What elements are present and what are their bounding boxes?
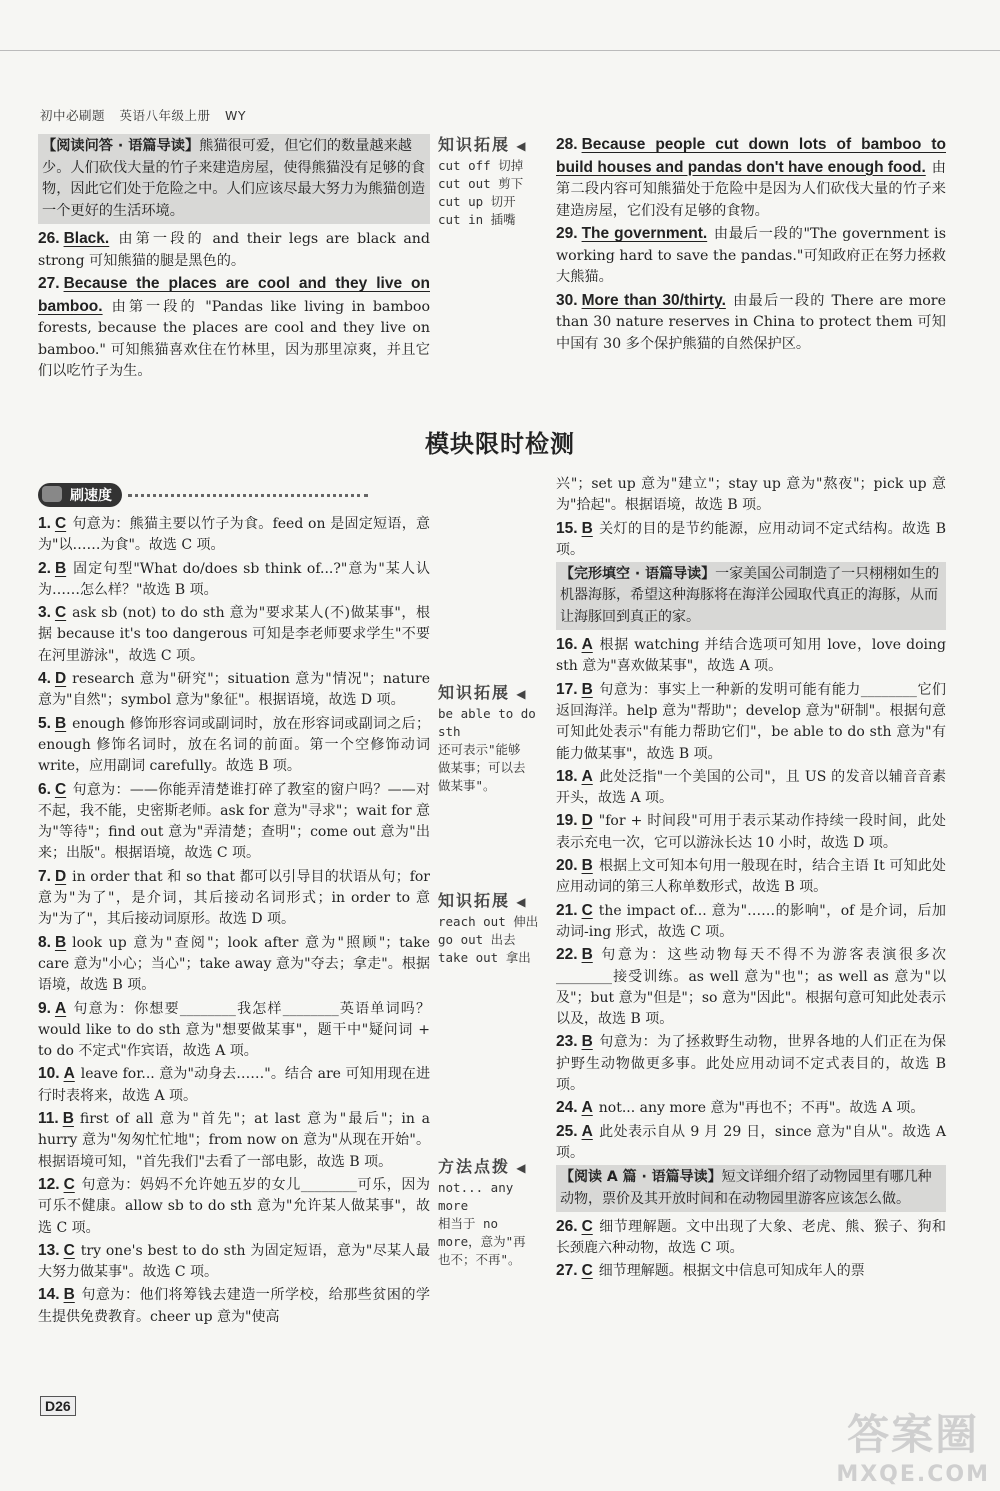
item-number: 2. xyxy=(38,559,51,577)
side-note-top xyxy=(438,136,548,229)
side-note-title: 知识拓展 ◀ xyxy=(438,684,548,703)
item-explanation: 关灯的目的是节约能源，应用动词不定式结构。故选 B 项。 xyxy=(556,520,946,558)
top-right-block xyxy=(556,134,946,356)
item-explanation: the impact of... 意为"……的影响"，of 是介词，后加动词-ing 形式，故选 C 项。 xyxy=(556,902,946,940)
guide-tag: 【阅读问答 · 语篇导读】 xyxy=(42,138,200,154)
item-number: 4. xyxy=(38,670,51,688)
guide-tag: 【阅读 A 篇 · 语篇导读】 xyxy=(560,1169,722,1186)
answer-item xyxy=(38,932,430,997)
side-note-line: be able to do sth xyxy=(438,706,536,739)
item-answer: C xyxy=(63,1241,75,1259)
item-answer: More than 30/thirty. xyxy=(581,291,726,309)
item-explanation: 由最后一段的 There are more than 30 nature reserves in China to protect them 可知中国有 30 多个保护熊猫的自然保护区。 xyxy=(556,292,946,352)
answer-item xyxy=(556,679,946,765)
item-answer: B xyxy=(581,857,593,875)
side-note-title: 知识拓展 ◀ xyxy=(438,136,548,155)
item-answer: B xyxy=(54,559,67,577)
item-answer: D xyxy=(54,670,67,688)
answer-item xyxy=(38,228,430,272)
item-answer: B xyxy=(54,933,67,951)
item-number: 30. xyxy=(556,291,578,309)
item-explanation: 句意为：为了拯救野生动物，世界各地的人们正在为保护野生动物做更多事。此处应用动词不定式表目的，故选 B 项。 xyxy=(556,1034,946,1094)
item-answer: B xyxy=(54,714,67,732)
item-answer: D xyxy=(54,867,67,885)
item-explanation: 句意为：——你能弄清楚谁打碎了教室的窗户吗？——对不起，我不能，史密斯老师。ask for 意为"寻求"；wait for 意为"等待"；find out 意为"弄清楚；查明"；come out 意为"出来；出版"。根据语境，故选 C 项。 xyxy=(38,781,430,862)
item-explanation: 由最后一段的"The government is working hard to save the pandas."可知政府正在努力拯救大熊猫。 xyxy=(556,226,946,285)
guide-text: 一家美国公司制造了一只栩栩如生的机器海豚，希望这种海豚将在海洋公园取代真正的海豚，从而让海豚回到真正的家。 xyxy=(560,566,940,625)
side-note-3 xyxy=(438,1158,548,1269)
item-answer: B xyxy=(62,1110,74,1128)
item-number: 10. xyxy=(38,1065,60,1083)
watermark-url: MXQE.COM xyxy=(836,1462,990,1487)
header-subject: 英语八年级上册 xyxy=(119,108,211,123)
item-answer: B xyxy=(581,946,593,964)
answer-item xyxy=(38,668,430,712)
answer-item xyxy=(556,1260,946,1282)
item-explanation: first of all 意为"首先"；at last 意为"最后"；in a hurry 意为"匆匆忙忙地"；from now on 意为"从现在开始"。根据语境可知，"首先我们"去看了一部电影，故选 B 项。 xyxy=(38,1111,430,1170)
answer-item xyxy=(556,1097,946,1119)
item-explanation: research 意为"研究"；situation 意为"情况"；nature 意为"自然"；symbol 意为"象征"。根据语境，故选 D 项。 xyxy=(38,671,430,709)
answer-item xyxy=(556,810,946,854)
guide-tag: 【完形填空 · 语篇导读】 xyxy=(560,566,716,583)
item-answer: Because the places are cool and they live on bamboo. xyxy=(38,275,430,315)
side-note-line: cut in 插嘴 xyxy=(438,212,516,227)
item-number: 5. xyxy=(38,714,51,732)
answer-item xyxy=(556,1216,946,1260)
item-answer: A xyxy=(581,767,593,785)
item-explanation: not... any more 意为"再也不；不再"。故选 A 项。 xyxy=(598,1100,925,1117)
header-series: 初中必刷题 xyxy=(40,108,106,123)
item-number: 25. xyxy=(556,1122,578,1140)
answer-item xyxy=(556,518,946,562)
answer-item xyxy=(38,1108,430,1173)
watermark-logo: 答案圈 xyxy=(847,1410,980,1459)
guide-text: 熊猫很可爱，但它们的数量越来越少。人们砍伐大量的竹子来建造房屋，使得熊猫没有足够的食物，因此它们处于危险之中。人们应该尽最大努力为熊猫创造一个更好的生活环境。 xyxy=(42,138,426,219)
side-note-line: 还可表示"能够 xyxy=(438,742,521,757)
item-explanation: 兴"；set up 意为"建立"；stay up 意为"熬夜"；pick up 意为"拾起"。根据语境，故选 B 项。 xyxy=(556,476,946,514)
side-note-line: more，意为"再 xyxy=(438,1234,526,1249)
answer-item xyxy=(556,634,946,678)
reading-guide xyxy=(38,134,430,224)
item-number: 22. xyxy=(556,946,578,964)
item-number: 1. xyxy=(38,515,51,532)
side-note-line: cut off 切掉 xyxy=(438,158,524,173)
item-explanation: 句意为：事实上一种新的发明可能有能力________它们返回海洋。help 意为"帮助"；develop 意为"研制"。根据句意可知此处表示"有能力帮助它们"，be able to do sth 意为"有能力做某事"，故选 B 项。 xyxy=(556,681,946,762)
item-explanation: 此处泛指"一个美国的公司"，且 US 的发音以辅音音素开头，故选 A 项。 xyxy=(556,768,946,807)
answer-item xyxy=(38,779,430,865)
answer-item xyxy=(556,223,946,289)
side-note-line: take out 拿出 xyxy=(438,950,531,965)
item-explanation: 此处表示自从 9 月 29 日，since 意为"自从"。故选 A 项。 xyxy=(556,1123,946,1161)
item-explanation: 细节理解题。文中出现了大象、老虎、熊、猴子、狗和长颈鹿六种动物，故选 C 项。 xyxy=(556,1218,946,1257)
item-explanation: 由第二段内容可知熊猫处于危险中是因为人们砍伐大量的竹子来建造房屋，它们没有足够的食物。 xyxy=(556,159,946,219)
item-number: 15. xyxy=(556,519,578,537)
item-answer: Because people cut down lots of bamboo to build houses and pandas don't have enough food. xyxy=(556,136,946,176)
answers-right-column xyxy=(556,474,946,1284)
item-explanation: 由第一段的 "Pandas like living in bamboo forests, because the places are cool and they live on bamboo." 可知熊猫喜欢住在竹林里，因为那里凉爽，并且它们以吃竹子为生。 xyxy=(38,298,430,379)
top-rule xyxy=(0,50,1000,51)
item-number: 3. xyxy=(38,604,51,622)
item-number: 7. xyxy=(38,867,51,885)
item-number: 6. xyxy=(38,780,51,798)
answer-item xyxy=(38,998,430,1063)
running-header xyxy=(40,106,256,124)
item-number: 24. xyxy=(556,1099,578,1117)
item-answer: C xyxy=(54,515,67,532)
side-note-line: not... any more xyxy=(438,1180,514,1213)
item-explanation: 根据 watching 并结合选项可知用 love，love doing sth 意为"喜欢做某事"，故选 A 项。 xyxy=(556,637,946,675)
side-note-1 xyxy=(438,684,548,795)
answer-item xyxy=(38,1174,430,1239)
side-note-line: cut up 切开 xyxy=(438,194,516,209)
item-number: 9. xyxy=(38,999,51,1017)
item-number: 28. xyxy=(556,136,578,153)
item-answer: B xyxy=(581,680,593,698)
answer-item xyxy=(556,766,946,810)
item-number: 11. xyxy=(38,1110,59,1128)
side-note-title: 知识拓展 ◀ xyxy=(438,892,548,911)
side-note-line: 做某事"。 xyxy=(438,778,496,793)
item-answer: A xyxy=(63,1065,75,1083)
answer-item xyxy=(38,558,430,602)
item-explanation: leave for... 意为"动身去……"。结合 are 可知用现在进行时表将来，故选 A 项。 xyxy=(38,1066,430,1104)
item-number: 18. xyxy=(556,767,578,785)
speed-badge: 刷速度 xyxy=(38,483,122,507)
header-edition: WY xyxy=(225,108,246,123)
answer-item xyxy=(38,1240,430,1284)
top-left-block xyxy=(38,134,430,384)
section-title: 模块限时检测 xyxy=(425,430,575,458)
item-explanation: 细节理解题。根据文中信息可知成年人的票 xyxy=(598,1263,865,1280)
item-explanation: try one's best to do sth 为固定短语，意为"尽某人最大努力做某事"。故选 C 项。 xyxy=(38,1242,430,1281)
reading-guide xyxy=(556,1165,946,1212)
item-answer: B xyxy=(581,519,593,537)
item-explanation: 句意为：妈妈不允许她五岁的女儿________可乐，因为可乐不健康。allow sb to do sth 意为"允许某人做某事"，故选 C 项。 xyxy=(38,1176,430,1236)
answer-item xyxy=(556,290,946,356)
side-note-line: reach out 伸出 xyxy=(438,914,539,929)
item-number: 21. xyxy=(556,901,578,919)
side-note-line: go out 出去 xyxy=(438,932,516,947)
reading-guide xyxy=(556,562,946,630)
answer-item xyxy=(38,866,430,931)
item-number: 20. xyxy=(556,857,578,875)
item-explanation: 固定句型"What do/does sb think of...?"意为"某人认为……怎么样？"故选 B 项。 xyxy=(38,560,430,598)
item-answer: C xyxy=(54,780,67,798)
item-number: 29. xyxy=(556,225,578,242)
item-answer: C xyxy=(581,1262,593,1280)
item-answer: C xyxy=(581,901,593,919)
guide-text: 短文详细介绍了动物园里有哪几种动物，票价及其开放时间和在动物园里游客应该怎么做。 xyxy=(560,1169,932,1207)
answer-item xyxy=(556,900,946,944)
side-note-line: 也不；不再"。 xyxy=(438,1252,521,1267)
item-answer: Black. xyxy=(63,230,110,247)
item-number: 26. xyxy=(38,230,60,247)
answer-item xyxy=(556,944,946,1030)
item-explanation: 根据上文可知本句用一般现在时，结合主语 It 可知此处应用动词的第三人称单数形式，故选 B 项。 xyxy=(556,858,946,896)
side-note-2 xyxy=(438,892,548,967)
item-explanation: 由第一段的 and their legs are black and strong 可知熊猫的腿是黑色的。 xyxy=(38,231,430,269)
item-explanation: 句意为：这些动物每天不得不为游客表演很多次________接受训练。as well 意为"也"；as well as 意为"以及"；but 意为"但是"；so 意为"因此"。根据句意可知此处表示以及，故选 B 项。 xyxy=(556,947,946,1028)
answers-left-column xyxy=(38,513,430,1329)
item-answer: B xyxy=(63,1286,75,1304)
watermark xyxy=(836,1402,990,1487)
side-note-line: cut out 剪下 xyxy=(438,176,524,191)
item-answer: A xyxy=(581,1122,593,1140)
answer-item xyxy=(38,713,430,778)
side-note-line: 相当于 no xyxy=(438,1216,499,1231)
answer-item xyxy=(38,513,430,557)
item-explanation: "for + 时间段"可用于表示某动作持续一段时间，此处表示充电一次，它可以游泳长达 10 小时，故选 D 项。 xyxy=(556,813,946,851)
answer-item xyxy=(38,1284,430,1328)
answer-item xyxy=(38,1063,430,1107)
item-number: 12. xyxy=(38,1175,60,1193)
item-answer: A xyxy=(581,636,593,654)
page-number: D26 xyxy=(40,1396,76,1416)
item-answer: D xyxy=(581,812,593,830)
item-explanation: enough 修饰形容词或副词时，放在形容词或副词之后；enough 修饰名词时，放在名词的前面。第一个空修饰动词 write，应用副词 carefully。故选 B 项。 xyxy=(38,715,430,775)
item-answer: A xyxy=(54,999,67,1017)
item-answer: C xyxy=(581,1217,593,1235)
item-number: 8. xyxy=(38,933,51,951)
speed-banner xyxy=(38,483,428,511)
answer-item xyxy=(556,1121,946,1165)
item-number: 27. xyxy=(556,1262,578,1280)
item-number: 16. xyxy=(556,636,578,654)
item-number: 14. xyxy=(38,1286,60,1304)
answer-item xyxy=(556,474,946,517)
item-answer: B xyxy=(581,1033,593,1051)
side-note-line: 做某事；可以去 xyxy=(438,760,526,775)
answer-item xyxy=(556,855,946,899)
side-note-title: 方法点拨 ◀ xyxy=(438,1158,548,1177)
answer-item xyxy=(556,134,946,222)
item-explanation: 句意为：他们将筹钱去建造一所学校，给那些贫困的学生提供免费教育。cheer up 意为"使高 xyxy=(38,1287,430,1325)
item-answer: C xyxy=(54,604,67,622)
item-number: 19. xyxy=(556,812,578,830)
item-answer: The government. xyxy=(581,225,708,242)
item-number: 26. xyxy=(556,1217,578,1235)
item-answer: A xyxy=(581,1099,593,1117)
dotted-rule xyxy=(128,494,368,497)
item-explanation: 句意为：熊猫主要以竹子为食。feed on 是固定短语，意为"以……为食"。故选 C 项。 xyxy=(38,516,430,554)
item-number: 27. xyxy=(38,275,60,292)
answer-item xyxy=(38,602,430,667)
item-explanation: look up 意为"查阅"；look after 意为"照顾"；take care 意为"小心；当心"；take away 意为"夺去；拿走"。根据语境，故选 B 项。 xyxy=(38,934,430,994)
item-number: 23. xyxy=(556,1033,578,1051)
item-answer: C xyxy=(63,1175,75,1193)
answer-item xyxy=(38,273,430,383)
item-explanation: in order that 和 so that 都可以引导目的状语从句；for 意为"为了"，是介词，其后接动名词形式；in order to 意为"为了"，其后接动词原形。故选 D 项。 xyxy=(38,868,430,928)
item-number: 13. xyxy=(38,1241,60,1259)
item-explanation: ask sb (not) to do sth 意为"要求某人(不)做某事"，根据 because it's too dangerous 可知是李老师要求学生"不要在河里游泳"，故选 C 项。 xyxy=(38,605,430,664)
item-number: 17. xyxy=(556,680,578,698)
answer-item xyxy=(556,1031,946,1096)
item-explanation: 句意为：你想要________我怎样________英语单词吗？would like to do sth 意为"想要做某事"，题干中"疑问词 + to do 不定式"作宾语，故选 A 项。 xyxy=(38,1000,430,1060)
